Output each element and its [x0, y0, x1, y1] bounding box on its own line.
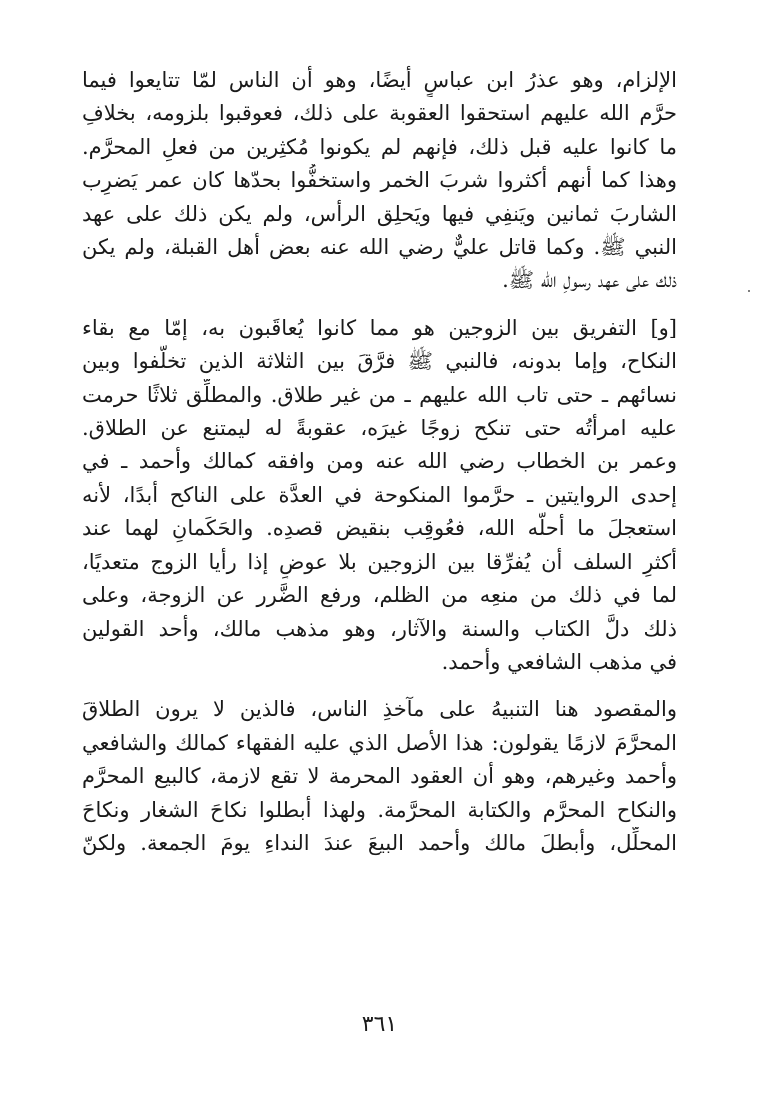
text-line: المحلِّل، وأبطلَ مالك وأحمد البيعَ عندَ النداءِ يومَ الجمعة. ولكنّ [82, 830, 677, 855]
text-line: الشاربَ ثمانين ويَنفِي فيها ويَحلِق الرأس، ولم يكن ذلك على عهد [82, 201, 677, 226]
text-line: استعجلَ ما أحلَّه الله، فعُوقِب بنقيض قصدِه. والحَكَمانِ لهما عند [82, 516, 677, 541]
text-line: في مذهب الشافعي وأحمد. [441, 649, 677, 674]
text-line: نسائهم ـ حتى تاب الله عليهم ـ من غير طلاق. والمطلِّق ثلاثًا حرمت [82, 382, 677, 407]
text-line: حرَّم الله عليهم استحقوا العقوبة على ذلك، فعوقبوا بلزومه، بخلافِ [82, 101, 677, 126]
text-line: أكثرِ السلف أن يُفرِّقا بين الزوجين بلا عوضٍ إذا رأيا الزوج متعديًا، [82, 549, 677, 574]
margin-dot [748, 290, 750, 292]
text-line: وأحمد وغيرهم، وهو أن العقود المحرمة لا تقع لازمة، كالبيع المحرَّم [82, 764, 677, 789]
text-line: النكاح، وإما بدونه، فالنبي ﷺ فرَّقَ بين الثلاثة الذين تخلَّفوا وبين [82, 349, 677, 374]
text-line: وهذا كما أنهم أكثروا شربَ الخمر واستخفُّوا بحدّها كان عمر يَضرِب [82, 168, 677, 193]
text-line: المحرَّمَ لازمًا يقولون: هذا الأصل الذي عليه الفقهاء كمالك والشافعي [82, 730, 677, 755]
paragraph-2 [82, 312, 677, 679]
text-line: الإلزام، وهو عذرُ ابن عباسٍ أيضًا، وهو أن الناس لمّا تتايعوا فيما [82, 68, 677, 92]
text-line: والمقصود هنا التنبيهُ على مآخذِ الناس، فالذين لا يرون الطلاقَ [82, 697, 677, 722]
text-line: عليه امرأتُه حتى تنكح زوجًا غيرَه، عقوبةً له ليمتنع عن الطلاق. [82, 416, 677, 441]
paragraph-3 [82, 693, 677, 860]
text-line: [و] التفريق بين الزوجين هو مما كانوا يُعاقَبون به، إمّا مع بقاء [82, 315, 677, 340]
text-line: ذلك على عهد رسولِ الله ﷺ. [502, 268, 677, 293]
text-line: لما في ذلك من منعِه من الظلم، ورفع الضَّرر عن الزوجة، وعلى [82, 583, 677, 608]
text-line: إحدى الروايتين ـ حرَّموا المنكوحة في العدَّة على الناكح أبدًا، لأنه [82, 482, 677, 507]
text-line: النبي ﷺ. وكما قاتل عليٌّ رضي الله عنه بعض أهل القبلة، ولم يكن [82, 235, 677, 260]
page-number: ٣٦١ [361, 1012, 398, 1037]
text-line: وعمر بن الخطاب رضي الله عنه ومن وافقه كمالك وأحمد ـ في [82, 449, 677, 474]
text-line: ذلك دلَّ الكتاب والسنة والآثار، وهو مذهب مالك، وأحد القولين [82, 616, 677, 641]
body-text [82, 64, 677, 860]
text-line: ما كانوا عليه قبل ذلك، فإنهم لم يكونوا مُكثِرين من فعلِ المحرَّم. [82, 134, 677, 159]
text-line: والنكاح المحرَّم والكتابة المحرَّمة. ولهذا أبطلوا نكاحَ الشغار ونكاحَ [82, 797, 677, 822]
paragraph-1 [82, 64, 677, 298]
